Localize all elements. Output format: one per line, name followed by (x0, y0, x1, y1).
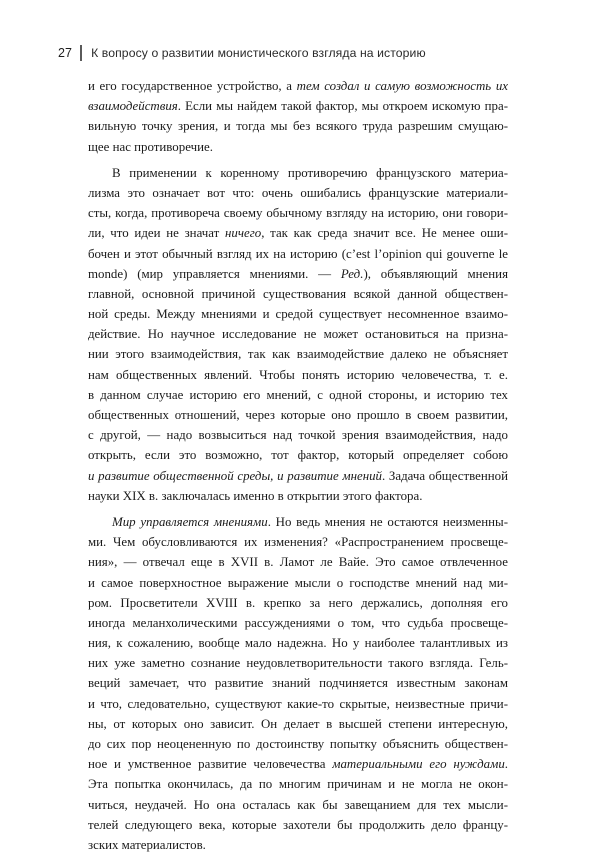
text-line (88, 116, 508, 136)
text-run: нам общественных явлений. Чтобы понять историю человечества, т. е. (88, 367, 508, 382)
text-line (88, 137, 508, 157)
text-run: с другой, — надо возвыситься над точкой зрения взаимодействия, надо (88, 428, 508, 443)
text-run: , так как среда значит все. Не менее оши- (261, 226, 508, 241)
text-line (88, 653, 508, 673)
text-line (88, 405, 508, 425)
italic-run: материальными его нуждами (332, 757, 505, 772)
text-run: читься, неудачей. Но она осталась как бы завещанием для тех мысли- (88, 797, 508, 812)
body-text (88, 76, 508, 855)
text-line (88, 694, 508, 714)
text-line (88, 734, 508, 754)
text-run: и его государственное устройство, а (88, 79, 297, 93)
text-run: ния, к сожалению, вообще мало надежна. Но у наиболее талантливых из (88, 636, 508, 651)
text-line (88, 673, 508, 693)
text-run: телей следующего века, которые захотели бы продолжить дело францу- (88, 817, 508, 832)
italic-run: тем создал и самую возможность их (296, 79, 508, 93)
text-line (88, 714, 508, 734)
italic-run: Мир управляется мнениями (112, 514, 268, 529)
text-run: ми. Чем обусловливаются их изменения? «Распространением просвеще- (88, 535, 508, 550)
text-line (88, 244, 508, 264)
text-run: нии этого взаимодействия, так как взаимодействие далеко не объясняет (88, 347, 508, 362)
italic-run: ничего (225, 226, 262, 241)
text-run: ром. Просветители XVIII в. крепко за него держались, дополняя его (88, 595, 508, 610)
text-run: . Задача общественной (382, 468, 508, 483)
text-run: . (504, 757, 508, 772)
text-run: щее нас противоречие. (88, 139, 213, 154)
text-run: monde) (мир управляется мнениями. — (88, 266, 341, 281)
text-run: и самое поверхностное выражение мысли о господстве мнений над ми- (88, 575, 508, 590)
text-line (88, 466, 508, 486)
text-line (88, 344, 508, 364)
text-run: лизма это означает вот что: очень ошибались французские материали- (88, 185, 508, 200)
text-run: ли, что идеи не значат (88, 226, 226, 241)
text-run: них уже заметно сознание неудовлетворительности такого взгляда. Гель- (88, 656, 508, 671)
text-line (88, 96, 508, 116)
text-line (88, 385, 508, 405)
text-run: ния», — отвечал еще в XVII в. Ламот ле Вайе. Это самое отвлеченное (88, 555, 508, 570)
text-line (88, 774, 508, 794)
text-run: главной, основной причиной существования всякой данной обществен- (88, 286, 508, 301)
text-run: . Но ведь мнения не остаются неизменны- (267, 514, 508, 529)
text-run: до сих пор неоцененную по достоинству попытку объяснить обществен- (88, 737, 508, 751)
text-line (88, 512, 508, 532)
text-run: общественных отношений, через которые оно прошло в своем развитии, (88, 408, 508, 422)
text-line (88, 284, 508, 304)
paragraph (88, 76, 508, 157)
paragraph (88, 163, 508, 506)
italic-run: и развитие общественной среды, и развитие мнений (88, 468, 383, 483)
page-number: 27 (58, 46, 73, 60)
text-line (88, 573, 508, 593)
text-line (88, 163, 508, 183)
italic-run: Ред. (340, 266, 364, 281)
text-run: веций замечает, что развитие знаний подчиняется известным законам (88, 676, 508, 691)
text-run: и что, следовательно, существуют какие-то скрытые, неизвестные причи- (88, 696, 508, 711)
text-run: Эта попытка окончилась, да по многим причинам и не могла не окон- (88, 777, 508, 792)
text-run: вильную точку зрения, и тогда мы без всякого труда разрешим смущаю- (88, 119, 508, 134)
text-line (88, 264, 508, 284)
text-run: ной среды. Между мнениями и средой существует несомненное взаимо- (88, 307, 508, 322)
running-title: К вопросу о развитии монистического взгляда на историю (91, 46, 426, 60)
text-run: зских материалистов. (88, 837, 206, 852)
text-run: в данном случае историю его мнений, с одной стороны, и историю тех (88, 387, 508, 402)
text-line (88, 425, 508, 445)
text-line (88, 593, 508, 613)
text-line (88, 223, 508, 243)
text-run: действие. Но научное исследование не может остановиться на призна- (88, 327, 508, 342)
text-line (88, 815, 508, 835)
text-line (88, 304, 508, 324)
text-line (88, 532, 508, 552)
text-run: открыть, если это возможно, тот фактор, который определяет собою (88, 448, 508, 463)
text-run: ), объявляющий мнения (363, 266, 508, 281)
text-line (88, 795, 508, 815)
text-line (88, 445, 508, 465)
text-run: ны, от которых оно зависит. Он делает в высшей степени интересную, (88, 716, 508, 731)
text-run: иногда меланхолическими рассуждениями о том, что судьба просвеще- (88, 615, 508, 630)
header-divider (80, 45, 82, 61)
text-line (88, 365, 508, 385)
text-line (88, 76, 508, 96)
text-line (88, 552, 508, 572)
text-line (88, 486, 508, 506)
text-line (88, 835, 508, 855)
text-run: науки XIX в. заключалась именно в открытии этого фактора. (88, 488, 423, 503)
text-line (88, 183, 508, 203)
text-line (88, 613, 508, 633)
text-line (88, 324, 508, 344)
italic-run: взаимодействия (88, 99, 178, 114)
text-run: бочен и этот обычный взгляд их на историю (c’est l’opinion qui gouverne le (88, 246, 508, 261)
running-head (58, 44, 426, 62)
paragraph (88, 512, 508, 855)
text-run: ное и умственное развитие человечества (88, 757, 333, 772)
text-line (88, 203, 508, 223)
text-run: . Если мы найдем такой фактор, мы откроем искомую пра- (177, 99, 508, 114)
text-line (88, 633, 508, 653)
text-run: сты, когда, противореча своему обычному взгляду на историю, они говори- (88, 206, 508, 221)
text-line (88, 754, 508, 774)
text-run: В применении к коренному противоречию французского материа- (112, 165, 508, 180)
